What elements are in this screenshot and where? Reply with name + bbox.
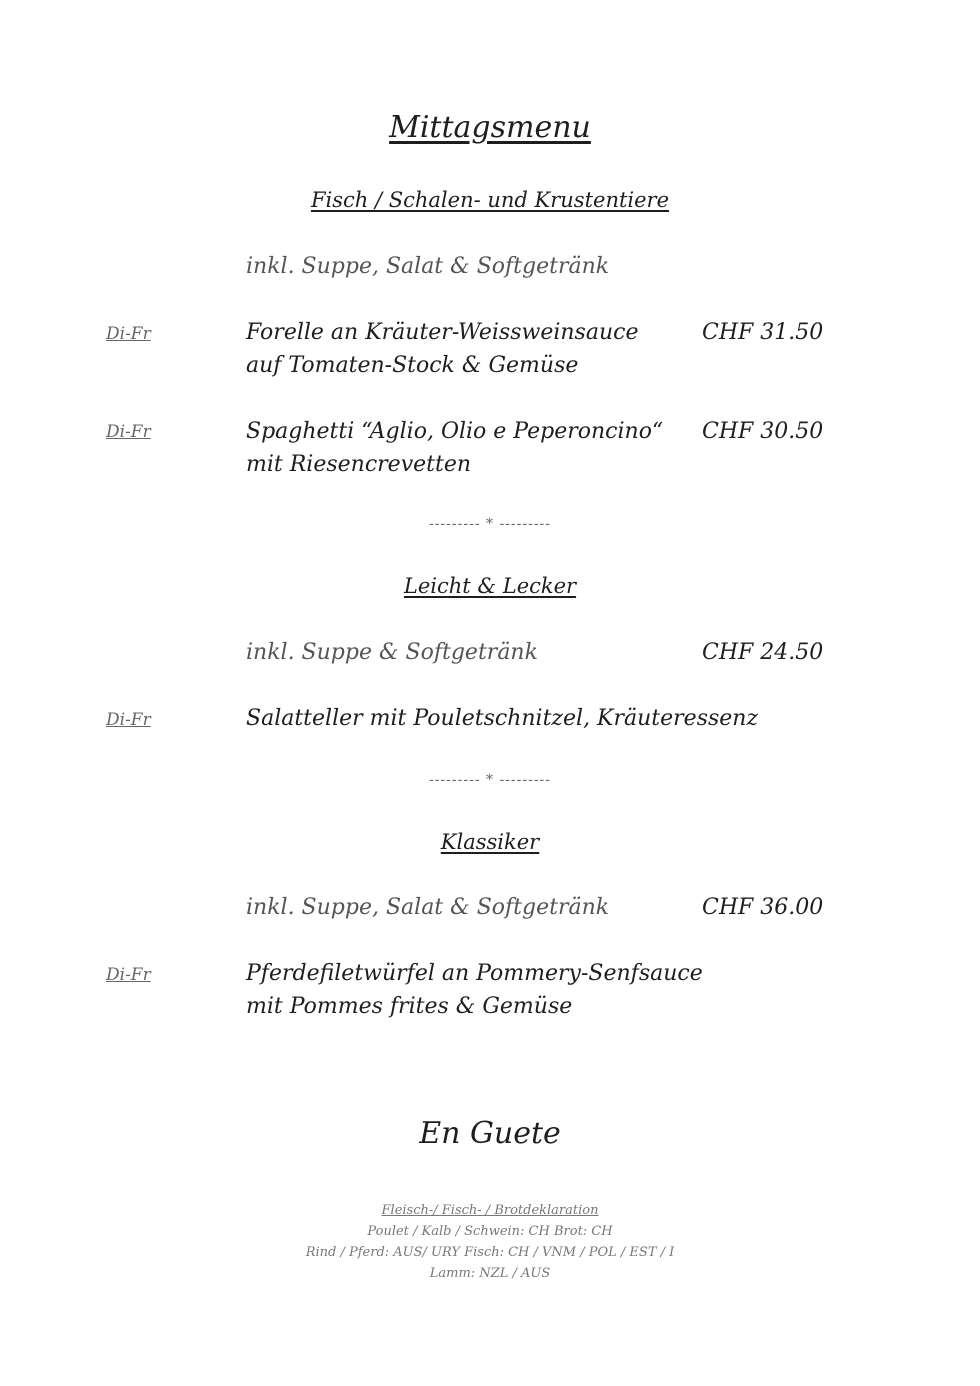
section-includes: inkl. Suppe, Salat & Softgetränk [246, 254, 610, 279]
declaration [0, 1200, 980, 1284]
day-label: Di-Fr [106, 324, 151, 344]
separator: --------- * --------- [428, 516, 552, 532]
section-heading-leicht: Leicht & Lecker [403, 574, 577, 598]
dish-line: auf Tomaten-Stock & Gemüse [246, 353, 579, 378]
price: CHF 31.50 [702, 320, 824, 345]
dish-line: Spaghetti “Aglio, Olio e Peperoncino“ [246, 419, 664, 444]
section-includes-price: CHF 24.50 [702, 640, 824, 665]
dish-pferdefilet [246, 957, 703, 1023]
dish-line: Salatteller mit Pouletschnitzel, Kräuteressenz [246, 706, 759, 731]
day-label: Di-Fr [106, 710, 151, 730]
section-heading-klassiker: Klassiker [440, 830, 540, 854]
separator: --------- * --------- [428, 772, 552, 788]
closing-text: En Guete [419, 1116, 561, 1151]
dish-line: Pferdefiletwürfel an Pommery-Senfsauce [246, 961, 703, 986]
dish-salatteller [246, 702, 758, 735]
section-heading-fisch: Fisch / Schalen- und Krustentiere [310, 188, 670, 212]
section-includes: inkl. Suppe & Softgetränk [246, 640, 538, 665]
declaration-line: Poulet / Kalb / Schwein: CH Brot: CH [367, 1224, 613, 1239]
dish-forelle [246, 316, 638, 382]
declaration-line: Lamm: NZL / AUS [429, 1266, 551, 1281]
section-includes: inkl. Suppe, Salat & Softgetränk [246, 895, 610, 920]
declaration-title: Fleisch-/ Fisch- / Brotdeklaration [381, 1203, 599, 1218]
dish-line: mit Pommes frites & Gemüse [246, 994, 573, 1019]
day-label: Di-Fr [106, 965, 151, 985]
declaration-line: Rind / Pferd: AUS/ URY Fisch: CH / VNM / POL / EST / I [305, 1245, 675, 1260]
price: CHF 30.50 [702, 419, 824, 444]
dish-line: Forelle an Kräuter-Weissweinsauce [246, 320, 639, 345]
section-includes-price: CHF 36.00 [702, 895, 824, 920]
day-label: Di-Fr [106, 422, 151, 442]
page-title: Mittagsmenu [389, 110, 591, 145]
dish-spaghetti [246, 415, 663, 481]
dish-line: mit Riesencrevetten [246, 452, 472, 477]
